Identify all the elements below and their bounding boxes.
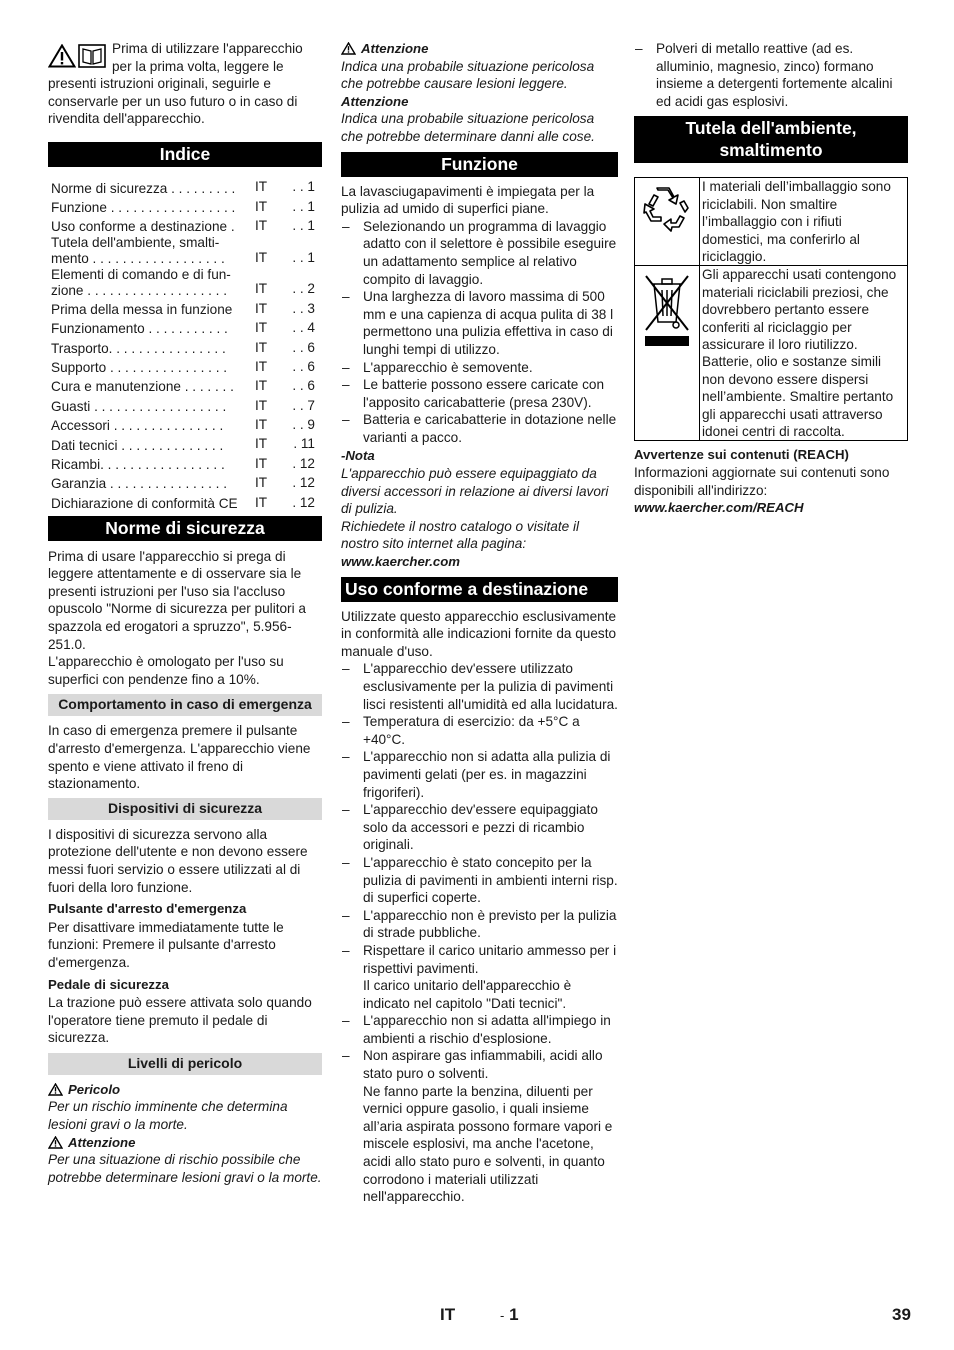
toc-page-number: . . 1: [292, 198, 315, 214]
weee-text-2: Batterie, olio e sostanze simili non devono essere dispersi nell’ambiente. Smaltire pertanto gli apparecchi usati attraverso idonei centri di raccolta.: [702, 354, 894, 440]
attenzione2-label-line: [341, 40, 618, 58]
list-item: – L'apparecchio dev'essere utilizzato esclusivamente per la pulizia di pavimenti lisci resistenti all'umidità ed alla lucidatura.: [341, 660, 618, 713]
intro-block: [48, 40, 322, 128]
toc-page-number: . . 6: [292, 378, 315, 394]
toc-page-number: . . 1: [292, 179, 315, 195]
toc-row[interactable]: [48, 434, 322, 453]
toc-title: Elementi di comando e di fun- zione . . . . . . . . . . . . . . . . . . .: [51, 266, 231, 298]
toc-language: IT: [255, 300, 268, 316]
warning-triangle-icon: [48, 44, 76, 68]
funzione-list: [341, 218, 618, 447]
list-item: – Polveri di metallo reattive (ad es. alluminio, magnesio, zinco) formano insieme a detergenti fortemente alcalini ed acidi gas esplosivi.: [634, 40, 908, 110]
list-item: – Temperatura di esercizio: da +5°C a +40°C.: [341, 713, 618, 748]
column-middle: [341, 40, 618, 1206]
toc-language: IT: [255, 378, 268, 394]
column-left: [48, 40, 322, 1186]
table-row: [635, 266, 908, 441]
list-item: – Selezionando un programma di lavaggio adatto con il selettore è possibile eseguire un adattamento semplice al relativo compito di lavaggio.: [341, 218, 618, 288]
footer-language: IT: [440, 1305, 456, 1324]
toc-row[interactable]: [48, 298, 322, 317]
uso-list: [341, 660, 618, 1205]
toc-language: IT: [255, 455, 268, 471]
toc-row[interactable]: [48, 492, 322, 511]
table-cell-icon: [635, 178, 700, 266]
table-cell-icon: [635, 266, 700, 441]
toc-language: IT: [255, 281, 268, 297]
toc-row[interactable]: [48, 216, 322, 235]
toc-row[interactable]: [48, 395, 322, 414]
toc-page-number: . . 1: [292, 249, 315, 265]
footer-page-number: 39: [892, 1305, 911, 1324]
reach-title: Avvertenze sui contenuti (REACH): [634, 447, 849, 463]
toc-page-number: . . 2: [292, 281, 315, 297]
heading-indice: Indice: [48, 142, 322, 167]
funzione-intro: La lavasciugapavimenti è impiegata per la pulizia ad umido di superfici piane.: [341, 183, 595, 217]
nota-url[interactable]: www.kaercher.com: [341, 554, 460, 570]
table-row: [635, 178, 908, 266]
toc-language: IT: [255, 339, 268, 355]
polveri-list: [634, 40, 908, 110]
attenzione1-text: Per una situazione di rischio possibile che potrebbe determinare lesioni gravi o la morte.: [48, 1152, 322, 1185]
toc-title: Uso conforme a destinazione .: [51, 219, 235, 235]
nota-text-2: Richiedete il nostro catalogo o visitate il nostro sito internet alla pagina:: [341, 518, 580, 552]
warning-triangle-icon: [48, 1083, 63, 1096]
nota-text: L'apparecchio può essere equipaggiato da diversi accessori in relazione ai diversi lavori di pulizia.: [341, 466, 609, 517]
toc-row[interactable]: [48, 357, 322, 376]
toc-title: Tutela dell'ambiente, smalti- mento . . . . . . . . . . . . . . . . . .: [51, 235, 225, 266]
toc-language: IT: [255, 436, 268, 452]
warning-triangle-icon: [48, 1136, 63, 1149]
table-of-contents: [48, 177, 322, 512]
norme-paragraph-2: L'apparecchio è omologato per l'uso su superfici con pendenze fino a 10%.: [48, 654, 284, 687]
list-item-text: Rispettare il carico unitario ammesso per i rispettivi pavimenti.: [363, 942, 617, 976]
toc-row[interactable]: [48, 376, 322, 395]
toc-row[interactable]: [48, 196, 322, 215]
list-item: – L'apparecchio è semovente.: [341, 359, 618, 377]
subheading-dispositivi: Dispositivi di sicurezza: [48, 798, 322, 820]
toc-page-number: . 12: [292, 455, 315, 471]
crossed-bin-icon: [642, 270, 692, 350]
toc-title: Dichiarazione di conformità CE: [51, 495, 238, 511]
toc-page-number: . 12: [292, 475, 315, 491]
toc-page-number: . 11: [293, 436, 315, 452]
intro-text: Prima di utilizzare l'apparecchio per la prima volta, leggere le presenti istruzioni originali, seguirle e conservarle per un uso futuro o in caso di rivendita dell'apparecchio.: [48, 41, 303, 127]
list-item: – L'apparecchio non si adatta alla pulizia di pavimenti gelati (per es. in magazzini frigoriferi).: [341, 748, 618, 801]
heading-uso-conforme: Uso conforme a destinazione: [341, 577, 618, 602]
toc-row[interactable]: [48, 473, 322, 492]
toc-title: Supporto . . . . . . . . . . . . . . . .: [51, 360, 228, 376]
toc-language: IT: [255, 198, 268, 214]
list-item: – L'apparecchio dev'essere equipaggiato solo da accessori e pezzi di ricambio originali.: [341, 801, 618, 854]
toc-page-number: . . 7: [292, 397, 315, 413]
intro-icons: [48, 44, 106, 68]
attenzione3-text: Indica una probabile situazione pericolosa che potrebbe determinare danni alle cose.: [341, 111, 595, 144]
list-item: [341, 942, 618, 1012]
footer-subpage-number: 1: [509, 1305, 519, 1324]
manual-book-icon: [78, 44, 106, 68]
pedale-text: La trazione può essere attivata solo quando l'operatore tiene premuto il pedale di sicurezza.: [48, 995, 312, 1046]
toc-title: Dati tecnici . . . . . . . . . . . . . .: [51, 437, 224, 453]
toc-language: IT: [255, 494, 268, 510]
toc-title: Guasti . . . . . . . . . . . . . . . . . .: [51, 398, 227, 414]
list-item: – Batteria e caricabatterie in dotazione nelle varianti a pacco.: [341, 411, 618, 446]
toc-row[interactable]: [48, 177, 322, 196]
list-item: – Le batterie possono essere caricate con l'apposito caricabatterie (presa 230V).: [341, 376, 618, 411]
reach-text: Informazioni aggiornate sui contenuti sono disponibili all'indirizzo:: [634, 465, 890, 498]
toc-row[interactable]: [48, 235, 322, 267]
toc-row[interactable]: [48, 415, 322, 434]
toc-page-number: . . 3: [292, 300, 315, 316]
table-cell-text: [700, 266, 908, 441]
toc-language: IT: [255, 179, 268, 195]
toc-row[interactable]: [48, 453, 322, 472]
attenzione3-label: Attenzione: [341, 93, 409, 109]
nota-label-line: [341, 447, 618, 465]
toc-page-number: . . 6: [292, 358, 315, 374]
heading-norme-sicurezza: Norme di sicurezza: [48, 516, 322, 541]
pericolo-text: Per un rischio imminente che determina lesioni gravi o la morte.: [48, 1099, 288, 1133]
toc-title: Funzionamento . . . . . . . . . . .: [51, 321, 228, 337]
pericolo-label: Pericolo: [68, 1081, 121, 1097]
list-item: – L'apparecchio non è previsto per la pulizia di strade pubbliche.: [341, 907, 618, 942]
reach-url[interactable]: www.kaercher.com/REACH: [634, 500, 804, 516]
toc-title: Trasporto. . . . . . . . . . . . . . . .: [51, 340, 226, 356]
attenzione2-label: Attenzione: [361, 41, 429, 56]
toc-page-number: . 12: [292, 494, 315, 510]
recycle-icon: [640, 182, 694, 236]
nota-prefix: -: [341, 448, 346, 464]
warning-triangle-icon: [341, 42, 356, 55]
footer-subpage: [500, 1306, 519, 1325]
subheading-emergenza: Comportamento in caso di emergenza: [48, 694, 322, 716]
toc-title: Accessori . . . . . . . . . . . . . . .: [51, 418, 224, 434]
pedale-title: Pedale di sicurezza: [48, 976, 169, 992]
footer-dash: -: [500, 1308, 505, 1323]
toc-title: Ricambi. . . . . . . . . . . . . . . . .: [51, 457, 225, 473]
toc-page-number: . . 1: [292, 218, 315, 234]
nota-label: Nota: [345, 448, 375, 464]
attenzione1-label-line: [48, 1134, 322, 1152]
list-item-note: Il carico unitario dell'apparecchio è indicato nel capitolo "Dati tecnici".: [363, 978, 572, 1011]
toc-language: IT: [255, 397, 268, 413]
toc-language: IT: [255, 475, 268, 491]
list-item: – Una larghezza di lavoro massima di 500 mm e una capienza di acqua pulita di 38 l permettono una pulizia effettiva in caso di lunghi tempi di utilizzo.: [341, 288, 618, 358]
toc-language: IT: [255, 218, 268, 234]
heading-tutela-ambiente: Tutela dell'ambiente, smaltimento: [634, 116, 908, 163]
emergenza-text: In caso di emergenza premere il pulsante d'arresto d'emergenza. L'apparecchio viene spento e viene attivato il freno di stazionamento.: [48, 723, 311, 792]
toc-title: Garanzia . . . . . . . . . . . . . . . .: [51, 476, 228, 492]
toc-page-number: . . 4: [292, 320, 315, 336]
table-cell-text: I materiali dell’imballaggio sono riciclabili. Non smaltire l’imballaggio con i rifiuti domestici, ma conferirlo al riciclaggio.: [700, 178, 908, 266]
toc-row[interactable]: [48, 337, 322, 356]
toc-row[interactable]: [48, 267, 322, 299]
toc-title: Cura e manutenzione . . . . . . .: [51, 379, 234, 395]
weee-text-1: Gli apparecchi usati contengono materiali riciclabili preziosi, che dovrebbero pertanto essere conferiti al riciclaggio per assicurare il loro riutilizzo.: [702, 267, 897, 353]
norme-paragraph-1: Prima di usare l'apparecchio si prega di leggere attentamente e di osservare sia le presenti istruzioni per l'uso sia l'accluso opuscolo "Norme di sicurezza per pulitori a spazzola ed erogatori a spruzzo", 5.956-251.0.: [48, 548, 306, 652]
pericolo-label-line: [48, 1081, 322, 1099]
toc-title: Prima della messa in funzione: [51, 301, 233, 317]
list-item: – L'apparecchio non si adatta all'impiego in ambienti a rischio d'esplosione.: [341, 1012, 618, 1047]
toc-language: IT: [255, 249, 268, 265]
toc-language: IT: [255, 320, 268, 336]
list-item: – L'apparecchio è stato concepito per la pulizia di pavimenti in ambienti interni risp. di superfici coperte.: [341, 854, 618, 907]
toc-title: Funzione . . . . . . . . . . . . . . . . .: [51, 199, 236, 215]
attenzione2-text: Indica una probabile situazione pericolosa che potrebbe causare lesioni leggere.: [341, 58, 595, 92]
uso-intro: Utilizzate questo apparecchio esclusivamente in conformità alle indicazioni fornite da questo manuale d'uso.: [341, 608, 617, 659]
toc-title: Norme di sicurezza . . . . . . . . .: [51, 180, 236, 196]
toc-language: IT: [255, 417, 268, 433]
toc-page-number: . . 6: [292, 339, 315, 355]
pulsante-text: Per disattivare immediatamente tutte le funzioni: Premere il pulsante d'arresto d'emergenza.: [48, 919, 284, 970]
list-item-text: Non aspirare gas infiammabili, acidi allo stato puro o solventi.: [363, 1048, 603, 1082]
dispositivi-text: I dispositivi di sicurezza servono alla protezione dell'utente e non devono essere messi fuori servizio o essere utilizzati al di fuori della loro funzione.: [48, 826, 308, 895]
attenzione1-label: Attenzione: [68, 1134, 136, 1150]
toc-row[interactable]: [48, 318, 322, 337]
toc-page-number: . . 9: [292, 417, 315, 433]
list-item-note: Ne fanno parte la benzina, diluenti per vernici oppure gasolio, i quali insieme all’aria aspirata possono formare vapori e miscele esplosivi, ma anche l'acetone, acidi allo stato puro e solventi, in quanto corrodono i materiali utilizzati nell'apparecchio.: [363, 1083, 613, 1205]
subheading-livelli: Livelli di pericolo: [48, 1053, 322, 1075]
toc-language: IT: [255, 358, 268, 374]
heading-funzione: Funzione: [341, 152, 618, 177]
list-item: [341, 1047, 618, 1205]
pulsante-title: Pulsante d'arresto d'emergenza: [48, 901, 247, 917]
environment-table: [634, 177, 908, 441]
column-right: [634, 40, 908, 517]
